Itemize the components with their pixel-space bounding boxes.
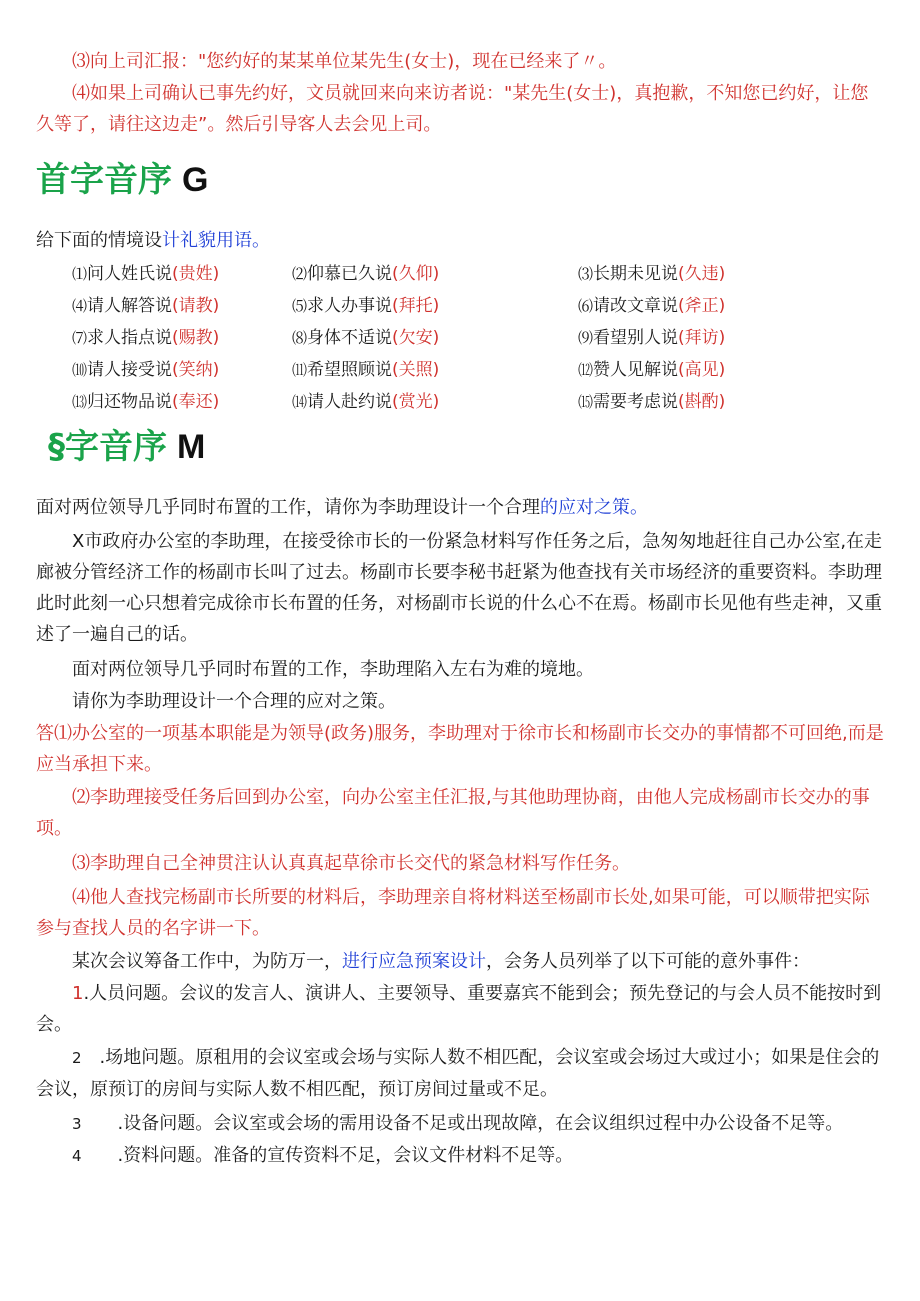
grid-item: ⑵仰慕已久说(久仰) (292, 264, 440, 284)
heading-m-text: §字音序 (48, 427, 167, 467)
grid-item: ⑾希望照顾说(关照) (292, 360, 440, 380)
grid-item: ⑹请改文章说(斧正) (578, 296, 726, 316)
grid-item: ⑿赞人见解说(高见) (578, 360, 726, 380)
prompt-link: 的应对之策。 (540, 497, 648, 518)
list-num-3: 3 (72, 1115, 82, 1133)
grid-item: ⒁请人赴约说(赏光) (292, 392, 440, 412)
grid-item: ⒀归还物品说(奉还) (72, 392, 220, 412)
list-text-3: .设备问题。会议室或会场的需用设备不足或出现故障，在会议组织过程中办公设备不足等。 (117, 1113, 844, 1134)
list-num-2: 2 (72, 1049, 82, 1067)
list-num-1: 1 (72, 983, 84, 1004)
grid-row (72, 354, 872, 386)
grid-row (72, 290, 872, 322)
grid-item: ⑴问人姓氏说(贵姓) (72, 264, 220, 284)
grid-item: ⑼看望别人说(拜访) (578, 328, 726, 348)
grid-item: ⑸求人办事说(拜托) (292, 296, 440, 316)
intro-link: 计礼貌用语。 (162, 230, 270, 251)
top-item-4: ⑷如果上司确认已事先约好，文员就回来向来访者说："某先生(女士)，真抱歉，不知您已约好，让您久等了，请往这边走”。然后引导客人去会见上司。 (36, 83, 869, 135)
list-item-2 (36, 1042, 886, 1105)
case-paragraph-1: X市政府办公室的李助理，在接受徐市长的一份紧急材料写作任务之后，急匆匆地赶往自己办公室,在走廊被分管经济工作的杨副市长叫了过去。杨副市长要李秘书赶紧为他查找有关市场经济的重要资料。李助理此时此刻一心只想着完成徐市长布置的任务，对杨副市长说的什么心不在焉。杨副市长见他有些走神，又重述了一遍自己的话。 (36, 531, 883, 645)
list-item-4 (36, 1140, 886, 1172)
heading-g-text: 首字音序 (36, 160, 172, 200)
grid-item: ⑶长期未见说(久违) (578, 264, 726, 284)
grid-item: ⑷请人解答说(请教) (72, 296, 220, 316)
intro-plain: 给下面的情境设 (36, 230, 162, 251)
grid-row (72, 258, 872, 290)
answer-2: ⑵李助理接受任务后回到办公室，向办公室主任汇报,与其他助理协商，由他人完成杨副市长交办的事项。 (36, 787, 870, 839)
answer-3: ⑶李助理自己全神贯注认认真真起草徐市长交代的紧急材料写作任务。 (72, 853, 630, 874)
etiquette-grid (72, 258, 872, 418)
list-text-2: .场地问题。原租用的会议室或会场与实际人数不相匹配，会议室或会场过大或过小；如果是住会的会议，原预订的房间与实际人数不相匹配，预订房间过量或不足。 (36, 1047, 880, 1100)
meeting-intro-a: 某次会议筹备工作中，为防万一， (72, 951, 342, 972)
list-item-3 (36, 1108, 886, 1140)
grid-item: ⑺求人指点说(赐教) (72, 328, 220, 348)
grid-item: ⑻身体不适说(欠安) (292, 328, 440, 348)
grid-row (72, 322, 872, 354)
list-text-4: .资料问题。准备的宣传资料不足，会议文件材料不足等。 (117, 1145, 574, 1166)
section-heading-m (48, 425, 205, 469)
section-heading-g (36, 158, 208, 202)
answer-1: 答⑴办公室的一项基本职能是为领导(政务)服务，李助理对于徐市长和杨副市长交办的事情都不可回绝,而是应当承担下来。 (36, 723, 884, 775)
section-m-prompt (36, 492, 886, 523)
meeting-intro (36, 946, 886, 977)
top-item-3: ⑶向上司汇报："您约好的某某单位某先生(女士)，现在已经来了〃。 (72, 51, 617, 72)
list-item-1 (36, 978, 886, 1040)
grid-item: ⑽请人接受说(笑纳) (72, 360, 220, 380)
meeting-intro-b: ，会务人员列举了以下可能的意外事件： (486, 951, 810, 972)
heading-g-letter: G (182, 161, 209, 199)
case-paragraph-2: 面对两位领导几乎同时布置的工作，李助理陷入左右为难的境地。 (72, 659, 594, 680)
grid-row (72, 386, 872, 418)
section-g-intro (36, 225, 886, 256)
answer-4: ⑷他人查找完杨副市长所要的材料后，李助理亲自将材料送至杨副市长处,如果可能，可以顺带把实际参与查找人员的名字讲一下。 (36, 887, 870, 939)
prompt-plain: 面对两位领导几乎同时布置的工作，请你为李助理设计一个合理 (36, 497, 540, 518)
grid-item: ⒂需要考虑说(斟酌) (578, 392, 726, 412)
case-paragraph-3: 请你为李助理设计一个合理的应对之策。 (72, 691, 396, 712)
heading-m-letter: M (177, 428, 206, 466)
list-num-4: 4 (72, 1147, 82, 1165)
meeting-link: 进行应急预案设计 (342, 951, 486, 972)
list-text-1: .人员问题。会议的发言人、演讲人、主要领导、重要嘉宾不能到会；预先登记的与会人员不能按时到会。 (36, 983, 882, 1035)
